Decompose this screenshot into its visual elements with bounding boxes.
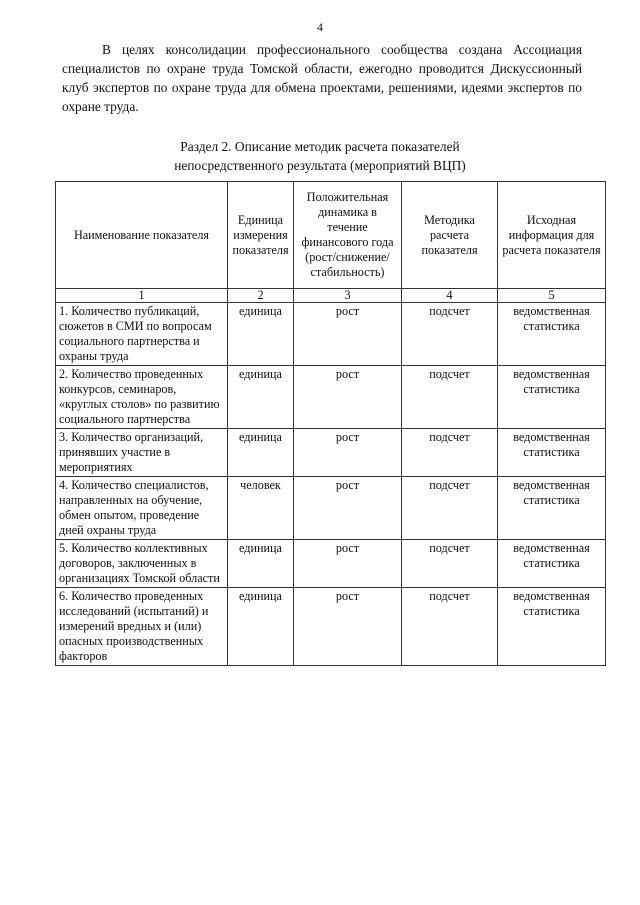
table-row [56, 588, 606, 666]
indicator-dynamics: рост [294, 429, 402, 477]
indicator-source: ведомственная статистика [498, 303, 606, 366]
indicator-name: 5. Количество коллективных договоров, заключенных в организациях Томской области [56, 540, 228, 588]
section-title-line-2: непосредственного результата (мероприятий ВЦП) [174, 158, 466, 173]
header-unit: Единица измерения показателя [228, 182, 294, 289]
header-dynamics: Положительная динамика в течение финансового года (рост/снижение/ стабильность) [294, 182, 402, 289]
indicator-dynamics: рост [294, 303, 402, 366]
indicator-name: 4. Количество специалистов, направленных на обучение, обмен опытом, проведение дней охраны труда [56, 477, 228, 540]
indicator-dynamics: рост [294, 477, 402, 540]
intro-paragraph: В целях консолидации профессионального сообщества создана Ассоциация специалистов по охране труда Томской области, ежегодно проводится Дискуссионный клуб экспертов по охране труда для обмена проектами, решениями, идеями экспертов по охране труда. [62, 42, 582, 114]
indicator-source: ведомственная статистика [498, 477, 606, 540]
indicator-dynamics: рост [294, 366, 402, 429]
section-title-line-1: Раздел 2. Описание методик расчета показателей [180, 139, 460, 154]
indicator-source: ведомственная статистика [498, 540, 606, 588]
indicator-method: подсчет [402, 303, 498, 366]
header-source: Исходная информация для расчета показателя [498, 182, 606, 289]
column-number: 2 [228, 289, 294, 303]
table-row [56, 366, 606, 429]
indicator-method: подсчет [402, 588, 498, 666]
indicator-source: ведомственная статистика [498, 429, 606, 477]
indicator-unit: единица [228, 588, 294, 666]
indicator-unit: единица [228, 540, 294, 588]
column-number: 3 [294, 289, 402, 303]
indicator-unit: единица [228, 303, 294, 366]
indicator-dynamics: рост [294, 540, 402, 588]
indicator-name: 2. Количество проведенных конкурсов, семинаров, «круглых столов» по развитию социального партнерства [56, 366, 228, 429]
header-indicator-name: Наименование показателя [56, 182, 228, 289]
table-row [56, 477, 606, 540]
indicator-unit: единица [228, 429, 294, 477]
table-row [56, 540, 606, 588]
column-number: 4 [402, 289, 498, 303]
indicator-unit: человек [228, 477, 294, 540]
column-number: 5 [498, 289, 606, 303]
indicator-dynamics: рост [294, 588, 402, 666]
table-row [56, 303, 606, 366]
indicators-table [55, 181, 606, 666]
indicator-method: подсчет [402, 429, 498, 477]
indicator-name: 6. Количество проведенных исследований (испытаний) и измерений вредных и (или) опасных производственных факторов [56, 588, 228, 666]
indicator-source: ведомственная статистика [498, 588, 606, 666]
column-number-row [56, 289, 606, 303]
page-number: 4 [317, 20, 323, 34]
indicator-name: 3. Количество организаций, принявших участие в мероприятиях [56, 429, 228, 477]
section-title [0, 137, 640, 175]
header-method: Методика расчета показателя [402, 182, 498, 289]
table-header-row [56, 182, 606, 289]
indicator-unit: единица [228, 366, 294, 429]
indicator-method: подсчет [402, 477, 498, 540]
indicator-method: подсчет [402, 540, 498, 588]
indicator-name: 1. Количество публикаций, сюжетов в СМИ по вопросам социального партнерства и охраны труда [56, 303, 228, 366]
indicator-source: ведомственная статистика [498, 366, 606, 429]
table-row [56, 429, 606, 477]
column-number: 1 [56, 289, 228, 303]
indicator-method: подсчет [402, 366, 498, 429]
